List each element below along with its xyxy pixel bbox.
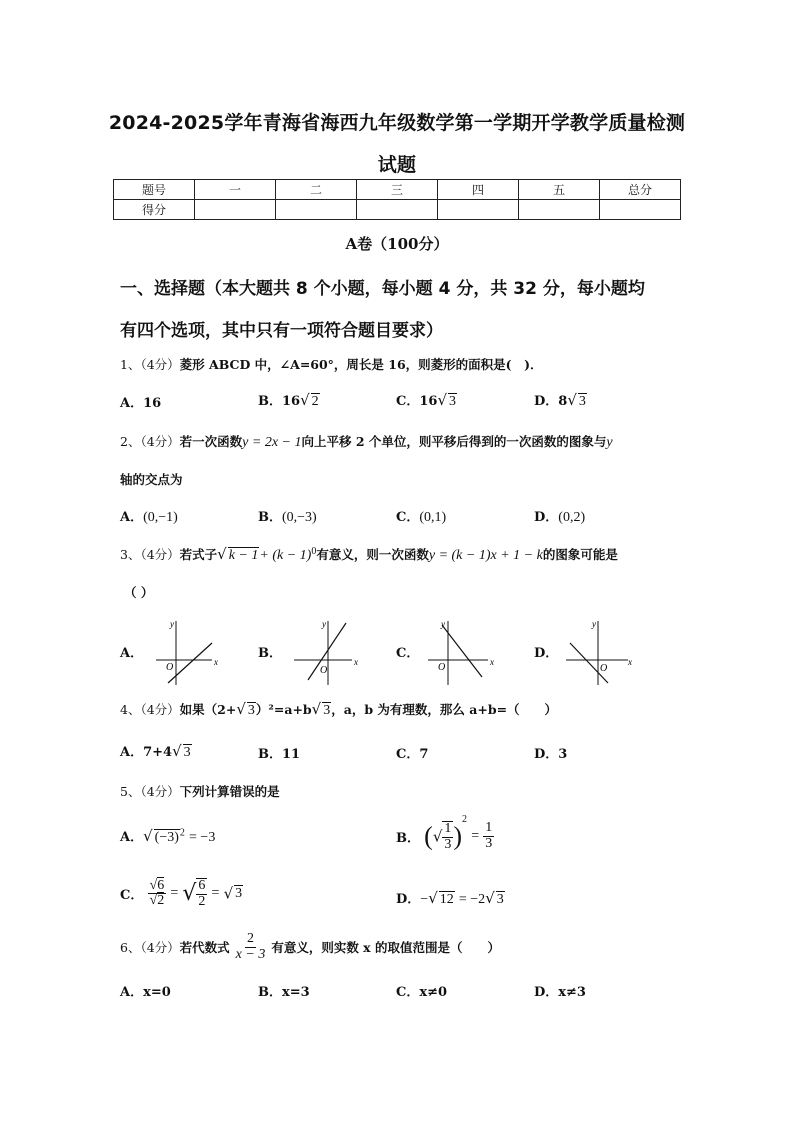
q3-option-d-label[interactable]: D． (534, 646, 559, 661)
q4-option-a[interactable]: A．7+4√ 3 (120, 742, 191, 760)
x-label: x (354, 657, 358, 667)
score-cell[interactable] (195, 200, 276, 220)
score-cell[interactable] (600, 200, 681, 220)
q4-option-c[interactable]: C．7 (396, 747, 429, 762)
question-2-line2: 轴的交点为 (120, 472, 183, 487)
section1-heading-line1: 一、选择题（本大题共 8 个小题，每小题 4 分，共 32 分，每小题均 (120, 279, 645, 299)
q6-option-a[interactable]: A．x=0 (120, 985, 171, 1000)
q5-option-d[interactable]: D．−√ 12 = −2√ 3 (396, 889, 504, 907)
score-table-header-row (114, 180, 681, 200)
x-label: x (490, 657, 494, 667)
origin-label: O (438, 662, 446, 673)
q1-option-c[interactable]: C．16√ 3 (396, 391, 457, 409)
question-4: 4、（4分）如果（2+√ 3）²=a+b√ 3，a，b 为有理数，那么 a+b=（ ） (120, 700, 558, 718)
q5-option-a[interactable]: A．√ $(-3)^2 = -3$ (120, 827, 216, 845)
question-2: 2、（4分）若一次函数y = 2x − 1向上平移 2 个单位，则平移后得到的一次函数的图象与y (120, 434, 613, 450)
score-cell[interactable] (438, 200, 519, 220)
y-label: y (441, 619, 445, 629)
question-5: 5、（4分）下列计算错误的是 (120, 784, 280, 799)
y-label: y (592, 619, 596, 629)
score-header-cell: 四 (438, 180, 519, 200)
q6-option-d[interactable]: D．x≠3 (534, 985, 586, 1000)
q3-option-c-label[interactable]: C． (396, 646, 420, 661)
question-3-line2: （ ） (124, 585, 154, 600)
score-cell[interactable] (519, 200, 600, 220)
score-header-cell: 三 (357, 180, 438, 200)
q6-option-c[interactable]: C．x≠0 (396, 985, 448, 1000)
score-table (113, 179, 681, 220)
q1-option-a[interactable]: A．16 (120, 396, 162, 411)
part-a-heading: A卷（100分） (345, 235, 449, 253)
origin-label: O (320, 665, 328, 676)
question-3: 3、（4分）若式子√ $k - 1+ (k - 1)^0$有意义，则一次函数y = (k − 1)x + 1 − k的图象可能是 (120, 545, 618, 563)
score-cell[interactable] (276, 200, 357, 220)
score-row-label: 得分 (114, 200, 195, 220)
score-header-cell: 一 (195, 180, 276, 200)
function-line (168, 643, 212, 683)
origin-label: O (166, 662, 174, 673)
score-header-cell: 五 (519, 180, 600, 200)
q3-graph-b[interactable] (288, 615, 368, 687)
q2-option-d[interactable]: D．(0,2) (534, 510, 586, 525)
q2-option-b[interactable]: B．(0,−3) (258, 510, 317, 525)
score-table-score-row (114, 200, 681, 220)
q5-option-b[interactable]: B． (√ $\frac{1}{3}$ )$^2$ = $\frac{1}{3}$ (396, 814, 493, 852)
question-6: 6、（4分）若代数式 $\frac{2}{x - 3}$ 有意义，则实数 x 的取值范围是（ ） (120, 931, 500, 962)
score-header-cell: 题号 (114, 180, 195, 200)
y-label: y (170, 619, 174, 629)
q3-option-a-label[interactable]: A． (120, 646, 144, 661)
q3-graph-a[interactable] (148, 615, 228, 687)
score-cell[interactable] (357, 200, 438, 220)
question-1: 1、（4分）菱形 ABCD 中，∠A=60°，周长是 16，则菱形的面积是( )． (120, 357, 543, 372)
score-header-cell: 二 (276, 180, 357, 200)
q2-option-c[interactable]: C．(0,1) (396, 510, 447, 525)
q3-option-b-label[interactable]: B． (258, 646, 282, 661)
section1-heading-line2: 有四个选项，其中只有一项符合题目要求） (120, 321, 443, 341)
q3-graph-d[interactable] (562, 615, 642, 687)
origin-label: O (600, 663, 608, 674)
x-label: x (628, 657, 632, 667)
x-label: x (214, 657, 218, 667)
q4-option-b[interactable]: B．11 (258, 747, 301, 762)
q2-option-a[interactable]: A．(0,−1) (120, 510, 178, 525)
exam-title-line2: 试题 (377, 154, 417, 176)
q1-option-b[interactable]: B．16√ 2 (258, 391, 319, 409)
q3-graph-c[interactable] (424, 615, 504, 687)
exam-title-line1: 2024-2025学年青海省海西九年级数学第一学期开学教学质量检测 (108, 112, 686, 134)
q1-option-d[interactable]: D．8√ 3 (534, 391, 586, 409)
y-label: y (322, 619, 326, 629)
q6-option-b[interactable]: B．x=3 (258, 985, 310, 1000)
score-header-cell: 总分 (600, 180, 681, 200)
q5-option-c[interactable]: C． $\frac{√6}{√2}$ = √ $\frac{6}{2}$ = √ 3 (120, 877, 243, 909)
q4-option-d[interactable]: D．3 (534, 747, 568, 762)
